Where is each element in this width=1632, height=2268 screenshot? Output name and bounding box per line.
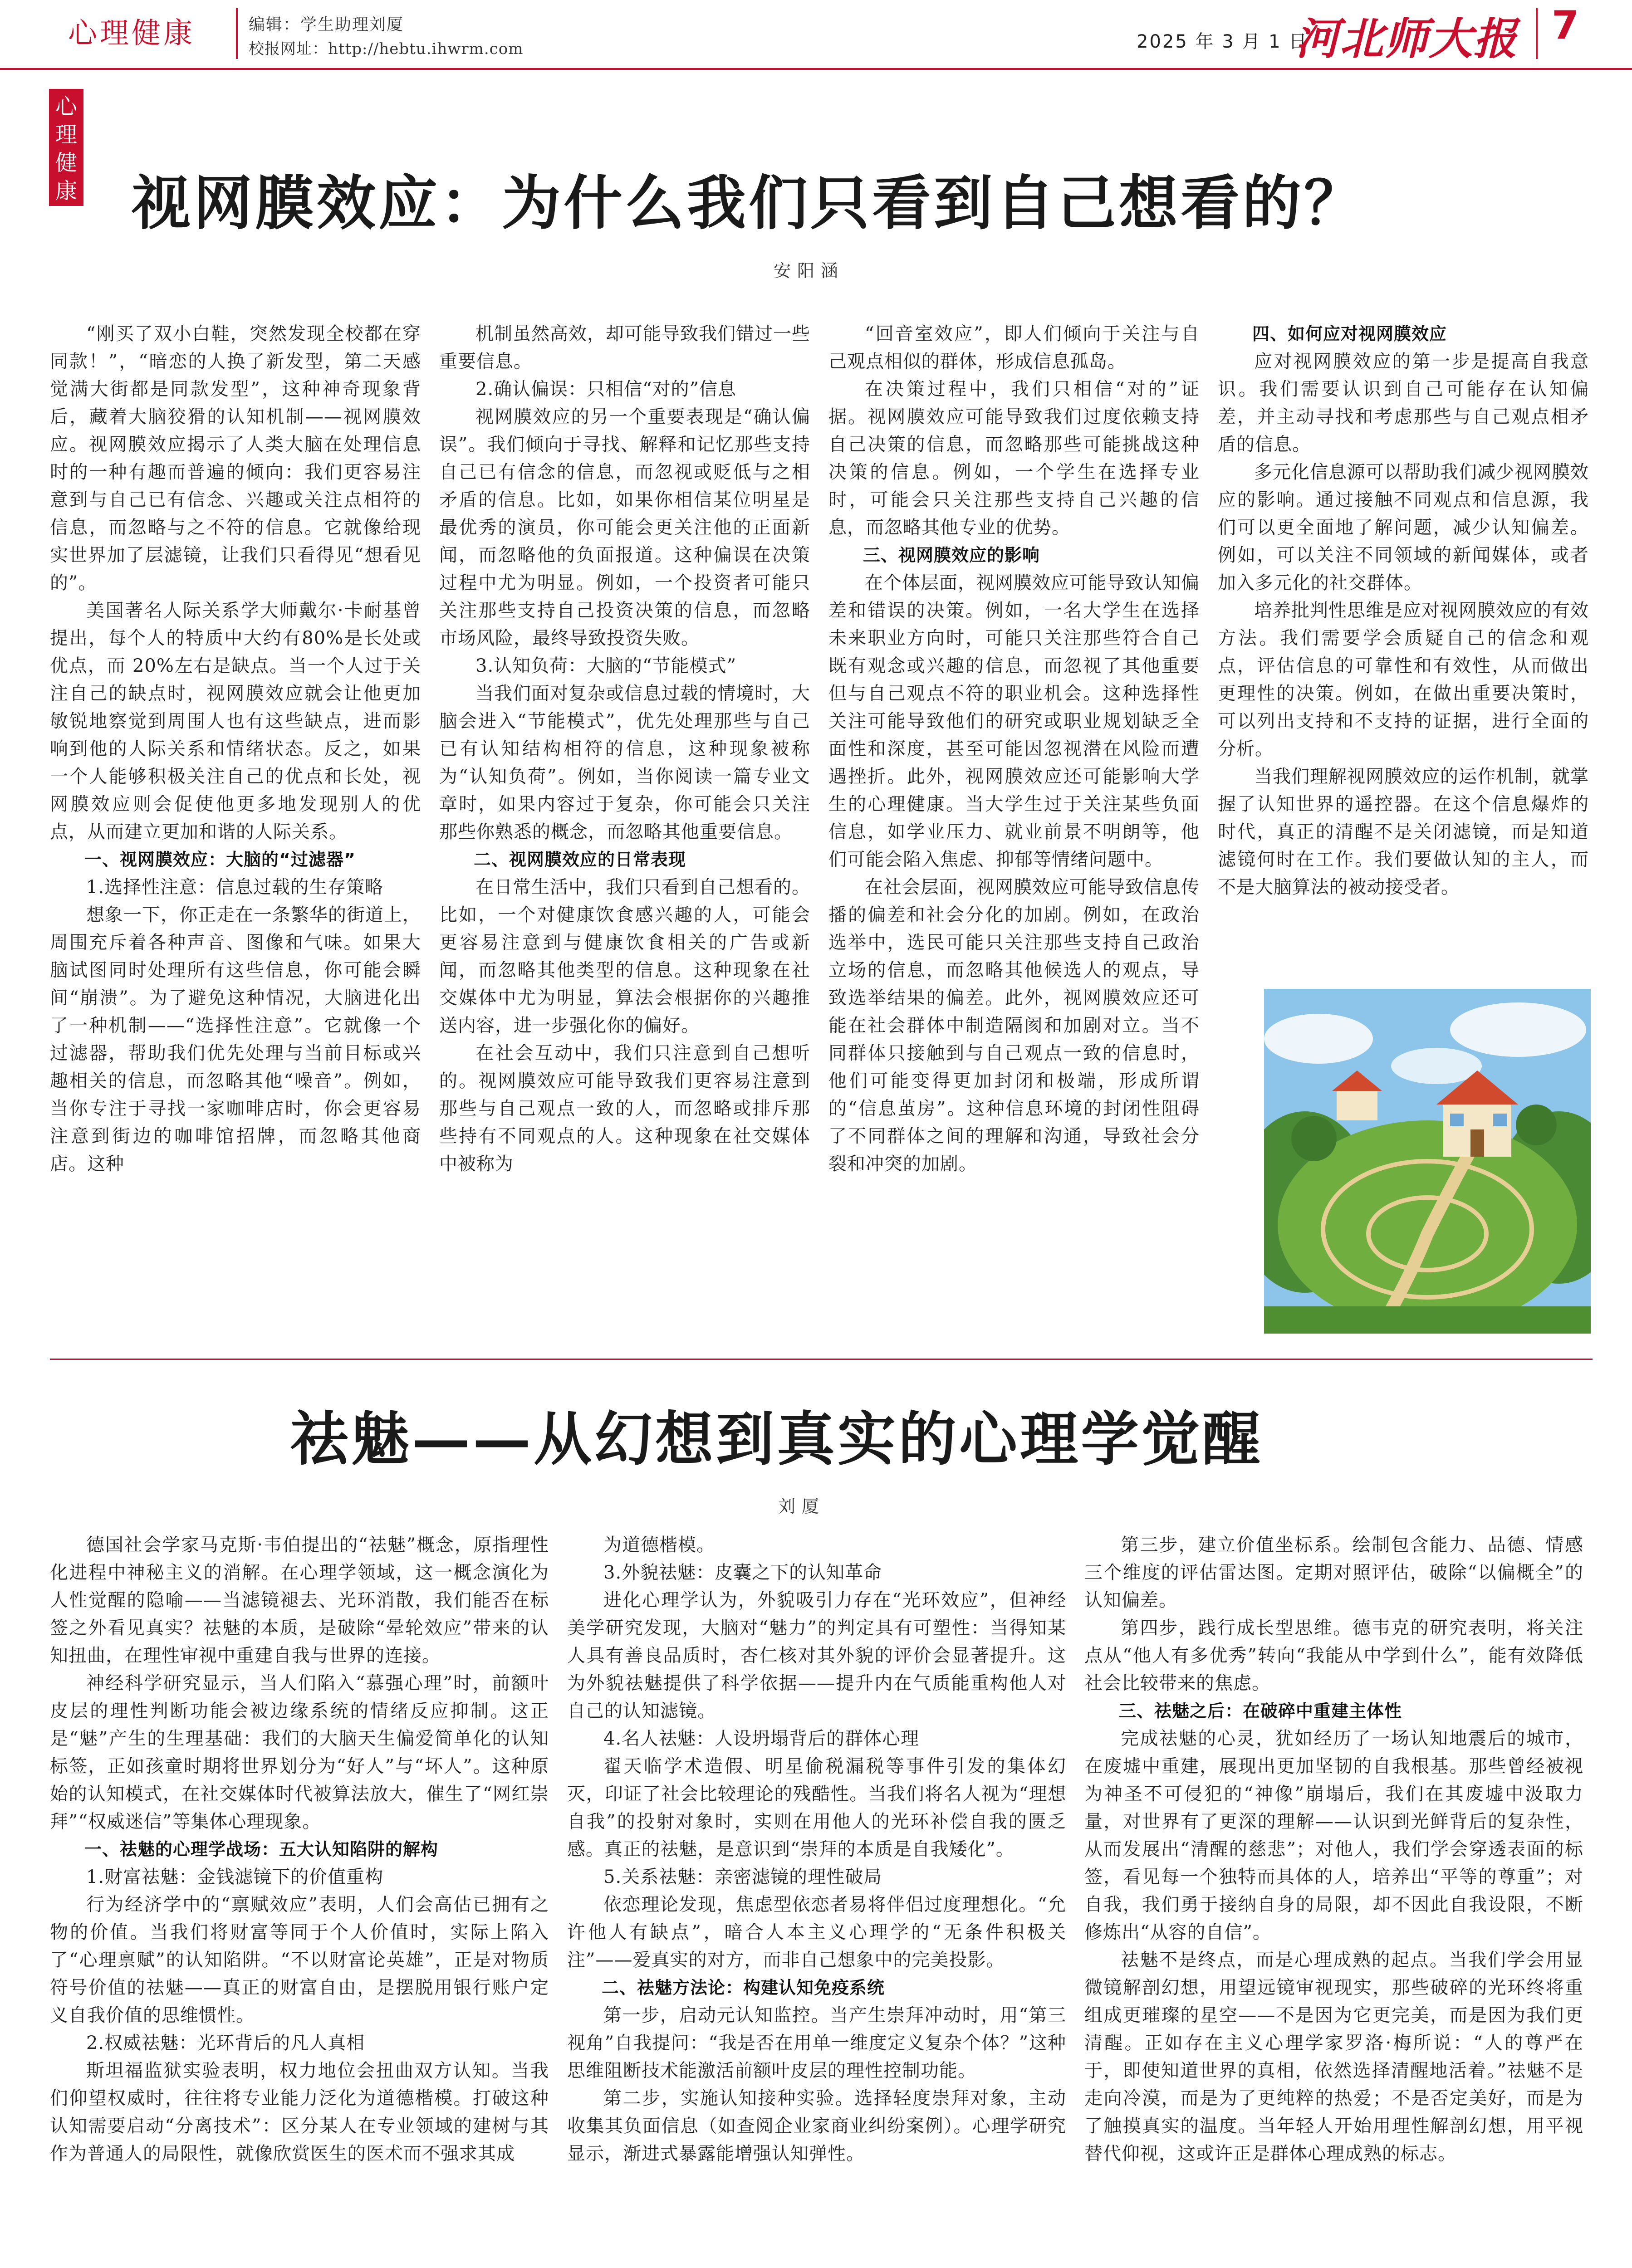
section-heading: 一、祛魅的心理学战场：五大认知陷阱的解构 xyxy=(84,1839,439,1859)
body-paragraph: 视网膜效应的另一个重要表现是“确认偏误”。我们倾向于寻找、解释和记忆那些支持自己已有信念的信息，而忽视或贬低与之相矛盾的信息。比如，如果你相信某位明星是最优秀的演员，你可能会更关注他的正面新闻，而忽略他的负面报道。这种偏误在决策过程中尤为明显。例如，一个投资者可能只关注那些支持自己投资决策的信息，而忽略市场风险，最终导致投资失败。 xyxy=(439,406,810,649)
article1-column-3 xyxy=(828,320,1200,1341)
article1-title: 视网膜效应：为什么我们只看到自己想看的？ xyxy=(132,168,1366,238)
newspaper-logo: 河北师大报 xyxy=(1295,13,1518,64)
body-paragraph: 翟天临学术造假、明星偷税漏税等事件引发的集体幻灭，印证了社会比较理论的残酷性。当我们将名人视为“理想自我”的投射对象时，实则在用他人的光环补偿自我的匮乏感。真正的祛魅，是意识到“崇拜的本质是自我矮化”。 xyxy=(567,1756,1066,1860)
section-heading: 三、视网膜效应的影响 xyxy=(863,545,1040,565)
body-paragraph: 机制虽然高效，却可能导致我们错过一些重要信息。 xyxy=(439,323,810,372)
body-paragraph: 进化心理学认为，外貌吸引力存在“光环效应”，但神经美学研究发现，大脑对“魅力”的判定具有可塑性：当得知某人具有善良品质时，杏仁核对其外貌的评价会显著提升。这为外貌祛魅提供了科学依据——提升内在气质能重构他人对自己的认知滤镜。 xyxy=(567,1590,1066,1721)
body-paragraph: 斯坦福监狱实验表明，权力地位会扭曲双方认知。当我们仰望权威时，往往将专业能力泛化为道德楷模。打破这种认知需要启动“分离技术”：区分某人在专业领域的建树与其作为普通人的局限性，就像欣赏医生的医术而不强求其成 xyxy=(50,2060,549,2164)
article1-column-4 xyxy=(1218,320,1589,978)
page-number: 7 xyxy=(1552,3,1579,48)
article2-column-1 xyxy=(50,1531,549,2268)
body-paragraph: 神经科学研究显示，当人们陷入“慕强心理”时，前额叶皮层的理性判断功能会被边缘系统的情绪反应抑制。这正是“魅”产生的生理基础：我们的大脑天生偏爱简单化的认知标签，正如孩童时期将世界划分为“好人”与“坏人”。这种原始的认知模式，在社交媒体时代被算法放大，催生了“网红崇拜”“权威迷信”等集体心理现象。 xyxy=(50,1673,549,1832)
body-paragraph: 为道德楷模。 xyxy=(603,1535,715,1555)
body-paragraph: 在个体层面，视网膜效应可能导致认知偏差和错误的决策。例如，一名大学生在选择未来职业方向时，可能只关注那些符合自己既有观念或兴趣的信息，而忽视了其他重要但与自己观点不符的职业机会。这种选择性关注可能导致他们的研究或职业规划缺乏全面性和深度，甚至可能因忽视潜在风险而遭遇挫折。此外，视网膜效应还可能影响大学生的心理健康。当大学生过于关注某些负面信息，如学业压力、就业前景不明朗等，他们可能会陷入焦虑、抑郁等情绪问题中。 xyxy=(828,572,1200,870)
house-on-hill-illustration xyxy=(1264,989,1591,1334)
website-url: 校报网址：http://hebtu.ihwrm.com xyxy=(249,40,524,58)
masthead-divider xyxy=(236,8,238,59)
body-paragraph: “回音室效应”，即人们倾向于关注与自己观点相似的群体，形成信息孤岛。 xyxy=(828,323,1200,372)
section-heading: 四、如何应对视网膜效应 xyxy=(1252,324,1447,344)
article2-title: 祛魅——从幻想到真实的心理学觉醒 xyxy=(290,1405,1264,1473)
body-paragraph: 2.确认偏误：只相信“对的”信息 xyxy=(475,379,737,400)
body-paragraph: 美国著名人际关系学大师戴尔·卡耐基曾提出，每个人的特质中大约有80%是长处或优点，而 20%左右是缺点。当一个人过于关注自己的缺点时，视网膜效应就会让他更加敏锐地察觉到周围人也有这些缺点，进而影响到他的人际关系和情绪状态。反之，如果一个人能够积极关注自己的优点和长处，视网膜效应则会促使他更多地发现别人的优点，从而建立更加和谐的人际关系。 xyxy=(50,600,421,842)
article2-author: 刘厦 xyxy=(778,1496,826,1516)
body-paragraph: 第一步，启动元认知监控。当产生崇拜冲动时，用“第三视角”自我提问：“我是否在用单一维度定义复杂个体？”这种思维阻断技术能激活前额叶皮层的理性控制功能。 xyxy=(567,2005,1066,2081)
body-paragraph: 5.关系祛魅：亲密滤镜的理性破局 xyxy=(603,1867,882,1887)
body-paragraph: 多元化信息源可以帮助我们减少视网膜效应的影响。通过接触不同观点和信息源，我们可以更全面地了解问题，减少认知偏差。例如，可以关注不同领域的新闻媒体，或者加入多元化的社交群体。 xyxy=(1218,462,1589,593)
article2-column-2 xyxy=(567,1531,1066,2268)
body-paragraph: 3.认知负荷：大脑的“节能模式” xyxy=(475,655,737,676)
section-name: 心理健康 xyxy=(68,17,195,50)
masthead xyxy=(0,0,1632,73)
body-paragraph: 在社会互动中，我们只注意到自己想听的。视网膜效应可能导致我们更容易注意到那些与自己观点一致的人，而忽略或排斥那些持有不同观点的人。这种现象在社交媒体中被称为 xyxy=(439,1043,810,1174)
column-tag xyxy=(49,89,83,206)
body-paragraph: 4.名人祛魅：人设坍塌背后的群体心理 xyxy=(603,1728,920,1749)
body-paragraph: 当我们理解视网膜效应的运作机制，就掌握了认知世界的遥控器。在这个信息爆炸的时代，真正的清醒不是关闭滤镜，而是知道滤镜何时在工作。我们要做认知的主人，而不是大脑算法的被动接受者。 xyxy=(1218,766,1589,898)
article2-column-3 xyxy=(1084,1531,1583,2268)
body-paragraph: 在决策过程中，我们只相信“对的”证据。视网膜效应可能导致我们过度依赖支持自己决策的信息，而忽略那些可能挑战这种决策的信息。例如，一个学生在选择专业时，可能会只关注那些支持自己兴趣的信息，而忽略其他专业的优势。 xyxy=(828,379,1200,538)
article-divider xyxy=(50,1359,1593,1360)
body-paragraph: 在社会层面，视网膜效应可能导致信息传播的偏差和社会分化的加剧。例如，在政治选举中，选民可能只关注那些支持自己政治立场的信息，而忽略其他候选人的观点，导致选举结果的偏差。此外，视网膜效应还可能在社会群体中制造隔阂和加剧对立。当不同群体只接触到与自己观点一致的信息时，他们可能变得更加封闭和极端，形成所谓的“信息茧房”。这种信息环境的封闭性阻碍了不同群体之间的理解和沟通，导致社会分裂和冲突的加剧。 xyxy=(828,877,1200,1174)
section-heading: 二、视网膜效应的日常表现 xyxy=(474,850,686,870)
body-paragraph: 德国社会学家马克斯·韦伯提出的“祛魅”概念，原指理性化进程中神秘主义的消解。在心理学领域，这一概念演化为人性觉醒的隐喻——当滤镜褪去、光环消散，我们能否在标签之外看见真实？祛魅的本质，是破除“晕轮效应”带来的认知扭曲，在理性审视中重建自我与世界的连接。 xyxy=(50,1535,549,1666)
editor-credit: 编辑：学生助理刘厦 xyxy=(249,15,404,34)
illustration-graphic xyxy=(1264,989,1591,1334)
issue-date: 2025 年 3 月 1 日 xyxy=(1137,31,1309,52)
body-paragraph: 应对视网膜效应的第一步是提高自我意识。我们需要认识到自己可能存在认知偏差，并主动寻找和考虑那些与自己观点相矛盾的信息。 xyxy=(1218,351,1589,455)
section-heading: 一、视网膜效应：大脑的“过滤器” xyxy=(84,850,356,870)
body-paragraph: 第四步，践行成长型思维。德韦克的研究表明，将关注点从“他人有多优秀”转向“我能从中学到什么”，能有效降低社会比较带来的焦虑。 xyxy=(1084,1618,1583,1694)
body-paragraph: 想象一下，你正走在一条繁华的街道上，周围充斥着各种声音、图像和气味。如果大脑试图同时处理所有这些信息，你可能会瞬间“崩溃”。为了避免这种情况，大脑进化出了一种机制——“选择性注意”。它就像一个过滤器，帮助我们优先处理与当前目标或兴趣相关的信息，而忽略其他“噪音”。例如，当你专注于寻找一家咖啡店时，你会更容易注意到街边的咖啡馆招牌，而忽略其他商店。这种 xyxy=(50,904,421,1174)
body-paragraph: 行为经济学中的“禀赋效应”表明，人们会高估已拥有之物的价值。当我们将财富等同于个人价值时，实际上陷入了“心理禀赋”的认知陷阱。“不以财富论英雄”，正是对物质符号价值的祛魅——真正的财富自由，是摆脱用银行账户定义自我价值的思维惯性。 xyxy=(50,1894,549,2026)
body-paragraph: 2.权威祛魅：光环背后的凡人真相 xyxy=(86,2033,365,2053)
body-paragraph: 当我们面对复杂或信息过载的情境时，大脑会进入“节能模式”，优先处理那些与自己已有认知结构相符的信息，这种现象被称为“认知负荷”。例如，当你阅读一篇专业文章时，如果内容过于复杂，你可能会只关注那些你熟悉的概念，而忽略其他重要信息。 xyxy=(439,683,810,842)
article1-column-2 xyxy=(439,320,810,1341)
body-paragraph: 依恋理论发现，焦虑型依恋者易将伴侣过度理想化。“允许他人有缺点”，暗合人本主义心理学的“无条件积极关注”——爱真实的对方，而非自己想象中的完美投影。 xyxy=(567,1894,1066,1970)
masthead-rule xyxy=(0,68,1632,70)
body-paragraph: 3.外貌祛魅：皮囊之下的认知革命 xyxy=(603,1562,882,1583)
body-paragraph: 第二步，实施认知接种实验。选择轻度崇拜对象，主动收集其负面信息（如查阅企业家商业纠纷案例）。心理学研究显示，渐进式暴露能增强认知弹性。 xyxy=(567,2088,1066,2164)
section-heading: 二、祛魅方法论：构建认知免疫系统 xyxy=(602,1978,885,1998)
body-paragraph: 培养批判性思维是应对视网膜效应的有效方法。我们需要学会质疑自己的信念和观点，评估信息的可靠性和有效性，从而做出更理性的决策。例如，在做出重要决策时，可以列出支持和不支持的证据，进行全面的分析。 xyxy=(1218,600,1589,759)
column-tag-label: 心理健康 xyxy=(55,94,78,204)
article1-column-1 xyxy=(50,320,421,1341)
article1-author: 安阳涵 xyxy=(774,261,845,281)
body-paragraph: “刚买了双小白鞋，突然发现全校都在穿同款！”，“暗恋的人换了新发型，第二天感觉满大街都是同款发型”，这种神奇现象背后，藏着大脑狡猾的认知机制——视网膜效应。视网膜效应揭示了人类大脑在处理信息时的一种有趣而普遍的倾向：我们更容易注意到与自己已有信念、兴趣或关注点相符的信息，而忽略与之不符的信息。它就像给现实世界加了层滤镜，让我们只看得见“想看见的”。 xyxy=(50,323,421,593)
body-paragraph: 第三步，建立价值坐标系。绘制包含能力、品德、情感三个维度的评估雷达图。定期对照评估，破除“以偏概全”的认知偏差。 xyxy=(1084,1535,1583,1611)
body-paragraph: 完成祛魅的心灵，犹如经历了一场认知地震后的城市，在废墟中重建，展现出更加坚韧的自我根基。那些曾经被视为神圣不可侵犯的“神像”崩塌后，我们在其废墟中汲取力量，对世界有了更深的理解——认识到光鲜背后的复杂性，从而发展出“清醒的慈悲”；对他人，我们学会穿透表面的标签，看见每一个独特而具体的人，培养出“平等的尊重”；对自我，我们勇于接纳自身的局限，却不因此自我设限，不断修炼出“从容的自信”。 xyxy=(1084,1728,1583,1943)
body-paragraph: 1.选择性注意：信息过载的生存策略 xyxy=(86,877,384,898)
masthead-divider xyxy=(1536,8,1538,59)
body-paragraph: 在日常生活中，我们只看到自己想看的。比如，一个对健康饮食感兴趣的人，可能会更容易注意到与健康饮食相关的广告或新闻，而忽略其他类型的信息。这种现象在社交媒体中尤为明显，算法会根据你的兴趣推送内容，进一步强化你的偏好。 xyxy=(439,877,810,1036)
body-paragraph: 1.财富祛魅：金钱滤镜下的价值重构 xyxy=(86,1867,384,1887)
body-paragraph: 祛魅不是终点，而是心理成熟的起点。当我们学会用显微镜解剖幻想，用望远镜审视现实，那些破碎的光环终将重组成更璀璨的星空——不是因为它更完美，而是因为我们更清醒。正如存在主义心理学家罗洛·梅所说：“人的尊严在于，即使知道世界的真相，依然选择清醒地活着。”祛魅不是走向冷漠，而是为了更纯粹的热爱；不是否定美好，而是为了触摸真实的温度。当年轻人开始用理性解剖幻想，用平视替代仰视，这或许正是群体心理成熟的标志。 xyxy=(1084,1950,1583,2164)
section-heading: 三、祛魅之后：在破碎中重建主体性 xyxy=(1119,1701,1402,1721)
